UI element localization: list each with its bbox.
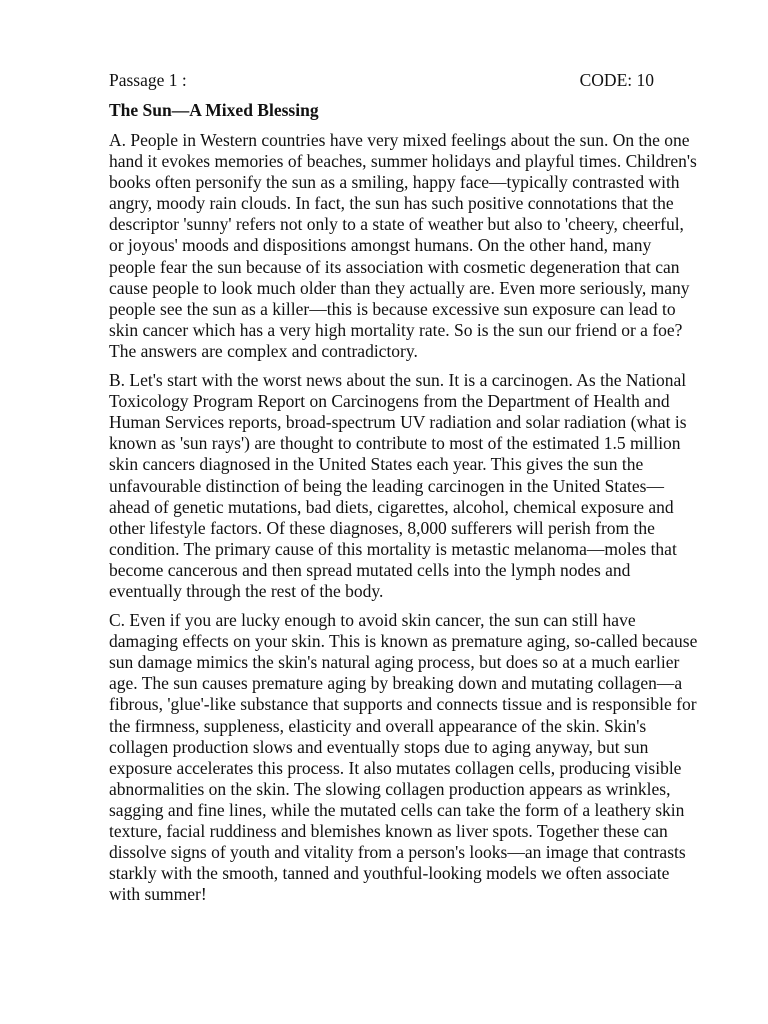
paragraph-b: B. Let's start with the worst news about the sun. It is a carcinogen. As the National Toxicology Program Report on Carcinogens from the Department of Health and Human Services reports, broad-spectrum UV radiation and solar radiation (what is known as 'sun rays') are thought to contribute to most of the estimated 1.5 million skin cancers diagnosed in the United States each year. This gives the sun the unfavourable distinction of being the leading carcinogen in the United States—ahead of genetic mutations, bad diets, cigarettes, alcohol, chemical exposure and other lifestyle factors. Of these diagnoses, 8,000 sufferers will perish from the condition. The primary cause of this mortality is metastic melanoma—moles that become cancerous and then spread mutated cells into the lymph nodes and eventually through the rest of the body. <box>109 370 687 601</box>
paragraph-a: A. People in Western countries have very mixed feelings about the sun. On the one hand it evokes memories of beaches, summer holidays and playful times. Children's books often personify the sun as a smiling, happy face—typically contrasted with angry, moody rain clouds. In fact, the sun has such positive connotations that the descriptor 'sunny' refers not only to a state of weather but also to 'cheery, cheerful, or joyous' moods and dispositions amongst humans. On the other hand, many people fear the sun because of its association with cosmetic degeneration that can cause people to look much older than they actually are. Even more seriously, many people see the sun as a killer—this is because excessive sun exposure can lead to skin cancer which has a very high mortality rate. So is the sun our friend or a foe? The answers are complex and contradictory. <box>109 130 697 361</box>
document-page <box>109 68 699 913</box>
document-header <box>109 68 699 92</box>
paragraph-c: C. Even if you are lucky enough to avoid skin cancer, the sun can still have damaging effects on your skin. This is known as premature aging, so-called because sun damage mimics the skin's natural aging process, but does so at a much earlier age. The sun causes premature aging by breaking down and mutating collagen—a fibrous, 'glue'-like substance that supports and connects tissue and is responsible for the firmness, suppleness, elasticity and overall appearance of the skin. Skin's collagen production slows and eventually stops due to aging anyway, but sun exposure accelerates this process. It also mutates collagen cells, producing visible abnormalities on the skin. The slowing collagen production appears as wrinkles, sagging and fine lines, while the mutated cells can take the form of a leathery skin texture, facial ruddiness and blemishes known as liver spots. Together these can dissolve signs of youth and vitality from a person's looks—an image that contrasts starkly with the smooth, tanned and youthful-looking models we often associate with summer! <box>109 610 698 905</box>
passage-label: Passage 1 : <box>109 70 187 90</box>
passage-title: The Sun—A Mixed Blessing <box>109 100 319 120</box>
code-label: CODE: 10 <box>579 70 654 90</box>
